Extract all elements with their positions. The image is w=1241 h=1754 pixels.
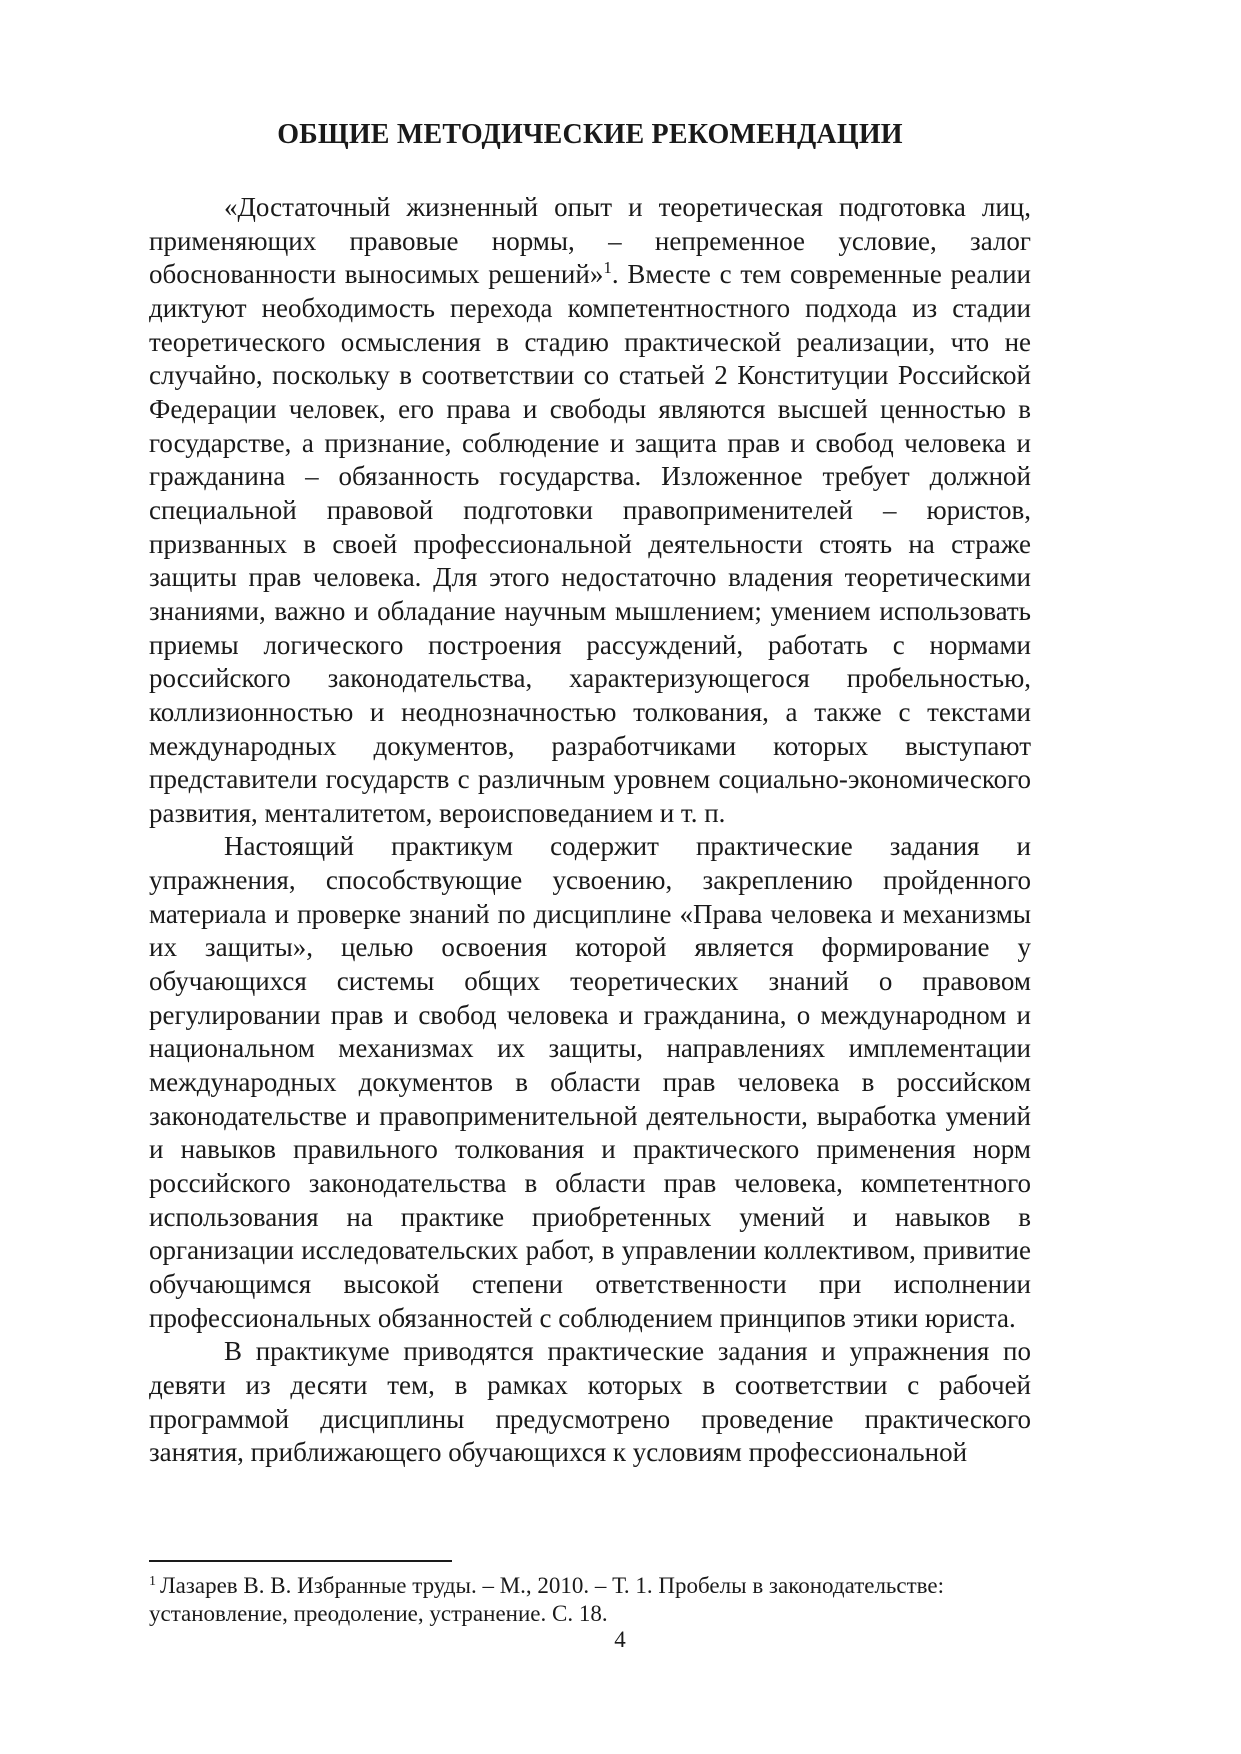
footnote-marker: 1 [149,1574,156,1589]
footnote-separator [149,1560,452,1562]
footnote-text: Лазарев В. В. Избранные труды. – М., 2010. – Т. 1. Пробелы в законодательстве: установление, преодоление, устранение. С. 18. [149,1573,944,1626]
page-title: ОБЩИЕ МЕТОДИЧЕСКИЕ РЕКОМЕНДАЦИИ [277,119,903,150]
paragraph-1 [149,191,1031,830]
paragraph-3: В практикуме приводятся практические задания и упражнения по девяти из десяти тем, в рамках которых в соответствии с рабочей программой дисциплины предусмотрено проведение практического занятия, приближающего обучающихся к условиям профессиональной [149,1336,1031,1468]
footnote [149,1572,1031,1628]
paragraph-1-text-start: «Достаточный жизненный опыт и теоретическая подготовка лиц, применяющих правовые нормы, – непременное условие, залог обоснованности выносимых решений» [149,192,1031,290]
paragraph-2: Настоящий практикум содержит практические задания и упражнения, способствующие усвоению, закреплению пройденного материала и проверке знаний по дисциплине «Права человека и механизмы их защиты», целью освоения которой является формирование у обучающихся системы общих теоретических знаний о правовом регулировании прав и свобод человека и гражданина, о международном и национальном механизмах их защиты, направлениях имплементации международных документов в области прав человека в российском законодательстве и правоприменительной деятельности, выработка умений и навыков правильного толкования и практического применения норм российского законодательства в области прав человека, компетентного использования на практике приобретенных умений и навыков в организации исследовательских работ, в управлении коллективом, привитие обучающимся высокой степени ответственности при исполнении профессиональных обязанностей с соблюдением принципов этики юриста. [149,831,1031,1333]
page-number: 4 [614,1627,626,1652]
paragraph-1-text-end: . Вместе с тем современные реалии диктуют необходимость перехода компетентностного подхода из стадии теоретического осмысления в стадию практической реализации, что не случайно, поскольку в соответствии со статьей 2 Конституции Российской Федерации человек, его права и свободы являются высшей ценностью в государстве, а признание, соблюдение и защита прав и свобод человека и гражданина – обязанность государства. Изложенное требует должной специальной правовой подготовки правоприменителей – юристов, призванных в своей профессиональной деятельности стоять на страже защиты прав человека. Для этого недостаточно владения теоретическими знаниями, важно и обладание научным мышлением; умением использовать приемы логического построения рассуждений, работать с нормами российского законодательства, характеризующегося пробельностью, коллизионностью и неоднозначностью толкования, а также с текстами международных документов, разработчиками которых выступают представители государств с различным уровнем социально-экономического развития, менталитетом, вероисповеданием и т. п. [149,259,1031,828]
footnote-reference: 1 [603,258,612,278]
body-text [149,191,1031,1470]
